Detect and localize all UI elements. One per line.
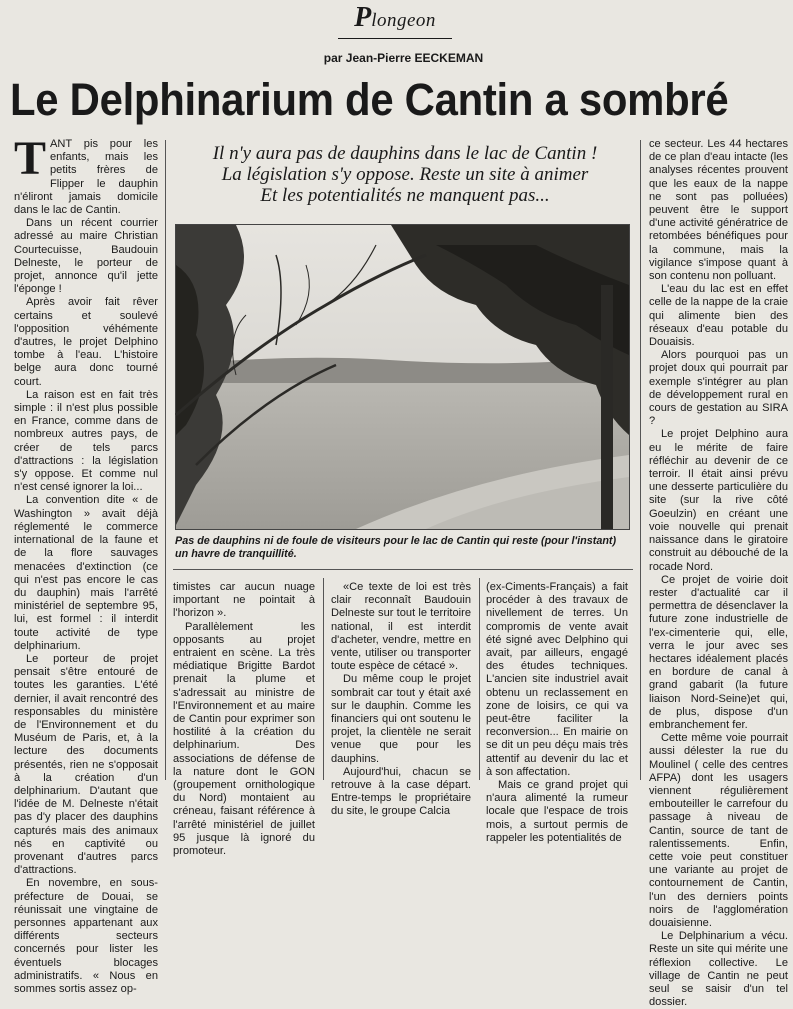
- column-rule: [165, 140, 166, 780]
- paragraph: Aujourd'hui, chacun se retrouve à la case départ. Entre-temps le propriétaire du site, le groupe Calcia: [331, 765, 471, 818]
- paragraph: Le projet Delphino aura eu le mérite de faire réfléchir au devenir de ce terroir. Il était ainsi prévu une desserte particulière du site (sur la rive côté Goeulzin) en créant une voie nouvelle qui prenait naissance dans le giratoire construit au débouché de la rocade Nord.: [649, 428, 788, 573]
- paragraph: Cette même voie pourrait aussi délester la rue du Moulinel ( celle des centres AFPA) dont les usagers viennent régulièrement embouteiller le carrefour du passage à niveau de Cantin, source de tant de ralentissements. Enfin, cette voie peut constituer une variante au projet de contournement de Cantin, l'un des derniers points noirs de l'agglomération douaisienne.: [649, 732, 788, 929]
- article-column-2: [173, 581, 315, 858]
- lake-photo-illustration: [176, 225, 629, 529]
- paragraph: Après avoir fait rêver certains et soulevé l'opposition véhémente d'autres, le projet Delphino tombe à l'eau. L'histoire belge aura donc tourné court.: [14, 296, 158, 388]
- caption-rule: [173, 569, 633, 570]
- photo-caption: Pas de dauphins ni de foule de visiteurs pour le lac de Cantin qui reste (pour l'instant) un havre de tranquillité.: [175, 535, 617, 560]
- paragraph: [14, 132, 158, 217]
- paragraph: timistes car aucun nuage important ne pointait à l'horizon ».: [173, 581, 315, 620]
- column-rule: [323, 578, 324, 780]
- rubric-box: [338, 2, 452, 39]
- paragraph: Alors pourquoi pas un projet doux qui pourrait par exemple s'intégrer au plan de développement rural en cours de gestation au SIRA ?: [649, 349, 788, 428]
- rubric-rest: longeon: [371, 10, 436, 31]
- paragraph: Mais ce grand projet qui n'aura alimenté la rumeur locale que l'espace de trois mois, a surtout permis de rappeler les potentialités de: [486, 779, 628, 844]
- paragraph-text: ANT pis pour les enfants, mais les petits frères de Flipper le dauphin n'éliront jamais domicile dans le lac de Cantin.: [14, 138, 158, 217]
- drop-cap: T: [14, 132, 47, 185]
- paragraph: Dans un récent courrier adressé au maire Christian Courtecuisse, Baudouin Delneste, le porteur de projet, annonce qu'il jette l'éponge !: [14, 217, 158, 296]
- paragraph: Ce projet de voirie doit rester d'actualité car il permettra de désenclaver la future zone industrielle de l'ex-cimenterie qui, elle, verra le jour avec ses hectares idéalement placés en bordure de canal à grand gabarit (la future liaison Nord-Seine)et qui, de plus, dispose d'un embranchement fer.: [649, 573, 788, 731]
- paragraph: Le porteur de projet pensait s'être entouré de toutes les garanties. L'été dernier, il avait rencontré des responsables du ministère de l'Environnement et du Muséum de Paris, et, à la lecture des documents présentés, rien ne s'opposait à la création d'un delphinarium. D'autant que l'idée de M. Delneste n'était pas d'y placer des dauphins capturés mais des animaux nés en captivité ou provenant d'autres parcs d'attractions.: [14, 652, 158, 877]
- headline: Le Delphinarium de Cantin a sombré: [10, 74, 729, 125]
- lede-line: Et les potentialités ne manquent pas...: [260, 185, 550, 206]
- rubric-initial: P: [354, 2, 372, 33]
- paragraph: En novembre, en sous-préfecture de Douai, se réunissait une vingtaine de personnes appartenant aux différents secteurs concernés pour lister les éventuels blocages administratifs. « Nous en sommes sortis assez op-: [14, 877, 158, 995]
- paragraph: Le Delphinarium a vécu. Reste un site qui mérite une réflexion collective. Le village de Cantin ne peut seul se saisir d'un tel dossier.: [649, 930, 788, 1009]
- column-rule: [479, 578, 480, 780]
- article-column-4: [486, 581, 628, 844]
- paragraph: ce secteur. Les 44 hectares de ce plan d'eau intacte (les analyses récentes prouvent que les eaux de la nappe ne sont pas polluées) peuvent être le support d'une activité génératrice de retombées bénéfiques pour la commune, mais la vigilance s'impose quant à son contenu non polluant.: [649, 138, 788, 283]
- paragraph: L'eau du lac est en effet celle de la nappe de la craie qui alimente bien des réseaux d'eau potable du Douaisis.: [649, 283, 788, 349]
- paragraph: Parallèlement les opposants au projet entraient en scène. La très médiatique Brigitte Bardot prenait la plume et s'adressait au ministre de l'Environnement et au maire de Cantin pour exprimer son hostilité à la création du delphinarium. Des associations de défense de la nature dont le GON (groupement ornithologique du Nord) montaient au créneau, faisant référence à l'arrêté ministériel de juillet 95 jusque là ignoré du promoteur.: [173, 620, 315, 858]
- paragraph: Du même coup le projet sombrait car tout y était axé sur le dauphin. Comme les financiers qui ont soutenu le projet, la clientèle ne serait venue que pour les dauphins.: [331, 673, 471, 765]
- byline-text: par Jean-Pierre EECKEMAN: [323, 51, 484, 65]
- lede-line: Il n'y aura pas de dauphins dans le lac de Cantin !: [212, 143, 598, 164]
- column-rule: [640, 140, 641, 780]
- article-column-3: [331, 581, 471, 818]
- lede-line: La législation s'y oppose. Reste un site à animer: [221, 164, 589, 185]
- paragraph: «Ce texte de loi est très clair reconnaît Baudouin Delneste sur tout le territoire national, il est interdit d'acheter, vendre, mettre en vente, utiliser ou transporter toute espèce de cétacé ».: [331, 581, 471, 673]
- paragraph: (ex-Ciments-Français) a fait procéder à des travaux de nivellement de terres. Un compromis de vente avait été signé avec Delphino qui avait, par ailleurs, engagé des études techniques. L'ancien site industriel avait obtenu un reclassement en zone de loisirs, ce qui va peut-être faciliter la reconversion... En mairie on se dit un peu déçu mais très attentif au devenir du lac et à son affectation.: [486, 581, 628, 778]
- paragraph: La raison est en fait très simple : il n'est plus possible en France, comme dans de nombreux autres pays, de créer de tels parcs d'attractions : la législation s'y oppose. Et comme nul n'est censé ignorer la loi...: [14, 388, 158, 494]
- paragraph: La convention dite « de Washington » avait déjà réglementé le commerce international de la faune et de la flore sauvages menacées d'extinction (ce qui n'est pas encore le cas du dauphin) mais l'arrêté ministériel de septembre 95, lui, est formel : il interdit toute activité de type delphinarium.: [14, 494, 158, 652]
- lede: [174, 143, 636, 206]
- byline: [0, 51, 793, 65]
- article-column-5: [649, 138, 788, 1009]
- article-column-1: [14, 132, 158, 995]
- lake-photo: [175, 224, 630, 530]
